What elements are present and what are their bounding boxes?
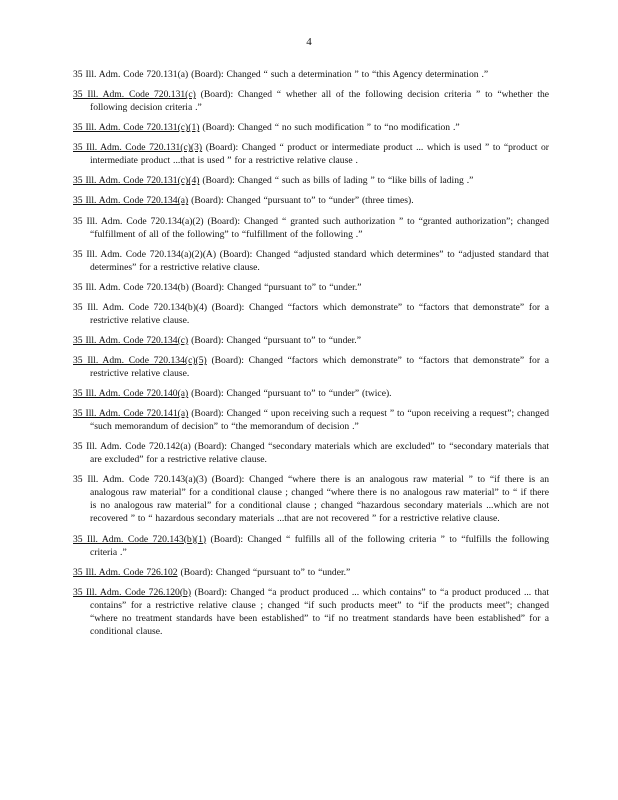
code-citation: 35 Ill. Adm. Code 720.131(c)(4) [73,175,200,187]
code-citation: 35 Ill. Adm. Code 726.120(b) [73,586,192,598]
change-description: (Board): Changed “factors which demonstrate” to “factors that demonstrate” for a restrictive relative clause. [90,301,549,326]
change-description: (Board): Changed “pursuant to” to “under.” [188,281,362,293]
code-citation: 35 Ill. Adm. Code 726.102 [73,566,178,578]
change-description: (Board): Changed “ such a determination ” to “this Agency determination .” [188,69,489,80]
amendment-entry [73,473,549,525]
amendment-entry [73,533,549,559]
amendment-entry [73,194,549,207]
change-description: (Board): Changed “a product produced ... which contains” to “a product produced ... that contains” for a restrictive relative clause ; changed “if such products meet” to “if the products meet”; changed “where no treatment standards have been established” to “if no treatment standards have been established” for a conditional clause. [90,586,549,637]
change-description: (Board): Changed “pursuant to” to “under.” [177,566,351,578]
change-description: (Board): Changed “secondary materials which are excluded” to “secondary materials that are excluded” for a restrictive relative clause. [90,441,550,466]
amendment-entry [73,566,549,579]
amendment-entry [73,174,549,187]
code-citation: 35 Ill. Adm. Code 720.140(a) [73,388,189,400]
amendment-entry [73,301,549,327]
change-description: (Board): Changed “pursuant to” to “under” (three times). [188,195,414,207]
change-description: (Board): Changed “ fulfills all of the following criteria ” to “fulfills the following criteria .” [90,533,549,558]
change-description: (Board): Changed “ upon receiving such a request ” to “upon receiving a request”; changed “such memorandum of decision” to “the memorandum of decision .” [90,408,550,433]
code-citation: 35 Ill. Adm. Code 720.131(a) [73,69,189,80]
code-citation: 35 Ill. Adm. Code 720.143(b)(1) [73,533,207,545]
code-citation: 35 Ill. Adm. Code 720.134(c) [73,334,189,346]
change-description: (Board): Changed “ product or intermediate product ... which is used ” to “product or intermediate product ...that is used ” for a restrictive relative clause . [90,142,549,167]
code-citation: 35 Ill. Adm. Code 720.141(a) [73,408,189,420]
code-citation: 35 Ill. Adm. Code 720.134(b) [73,281,189,293]
change-description: (Board): Changed “ such as bills of lading ” to “like bills of lading .” [199,175,474,187]
amendment-entry [73,88,549,114]
amendment-entry [73,248,549,274]
amendment-entry [73,407,549,433]
amendment-entry [73,334,549,347]
change-description: (Board): Changed “pursuant to” to “under” (twice). [188,388,392,400]
code-citation: 35 Ill. Adm. Code 720.131(c)(3) [73,142,203,154]
amendment-entry [73,387,549,400]
code-citation: 35 Ill. Adm. Code 720.131(c) [73,89,196,101]
code-citation: 35 Ill. Adm. Code 720.134(b)(4) [73,301,208,313]
code-citation: 35 Ill. Adm. Code 720.134(a)(2)(A) [73,248,217,260]
change-description: (Board): Changed “factors which demonstrate” to “factors that demonstrate” for a restrictive relative clause. [90,355,550,380]
page-number: 4 [306,36,312,48]
change-description: (Board): Changed “ granted such authorization ” to “granted authorization”; changed “fulfillment of all of the following” to “fulfillment of the following .” [90,215,549,240]
code-citation: 35 Ill. Adm. Code 720.142(a) [73,441,191,453]
amendment-entry [73,121,549,134]
code-citation: 35 Ill. Adm. Code 720.143(a)(3) [73,474,208,486]
change-description: (Board): Changed “ whether all of the following decision criteria ” to “whether the following decision criteria .” [90,89,549,114]
amendment-entry [73,68,549,81]
amendment-entry [73,354,549,380]
code-citation: 35 Ill. Adm. Code 720.134(a) [73,195,189,207]
amendment-entry [73,440,549,466]
amendment-entry [73,281,549,294]
change-description: (Board): Changed “adjusted standard which determines” to “adjusted standard that determines” for a restrictive relative clause. [90,248,549,273]
change-description: (Board): Changed “pursuant to” to “under.” [188,334,361,346]
change-description: (Board): Changed “ no such modification ” to “no modification .” [199,122,460,134]
amendment-entry [73,141,549,167]
code-citation: 35 Ill. Adm. Code 720.131(c)(1) [73,122,200,134]
code-citation: 35 Ill. Adm. Code 720.134(c)(5) [73,355,207,367]
amendment-entry [73,215,549,241]
code-citation: 35 Ill. Adm. Code 720.134(a)(2) [73,215,204,227]
amendment-entry [73,586,549,638]
change-description: (Board): Changed “where there is an analogous raw material ” to “if there is an analogous raw material” for a conditional clause ; changed “where there is no analogous raw material” to “ if there is no analogous raw material” for a conditional clause ; changed “hazardous secondary materials ...which are not recovered ” to “ hazardous secondary materials ...that are not recovered ” for a restrictive relative clause. [90,474,550,525]
amendment-list [73,68,549,645]
